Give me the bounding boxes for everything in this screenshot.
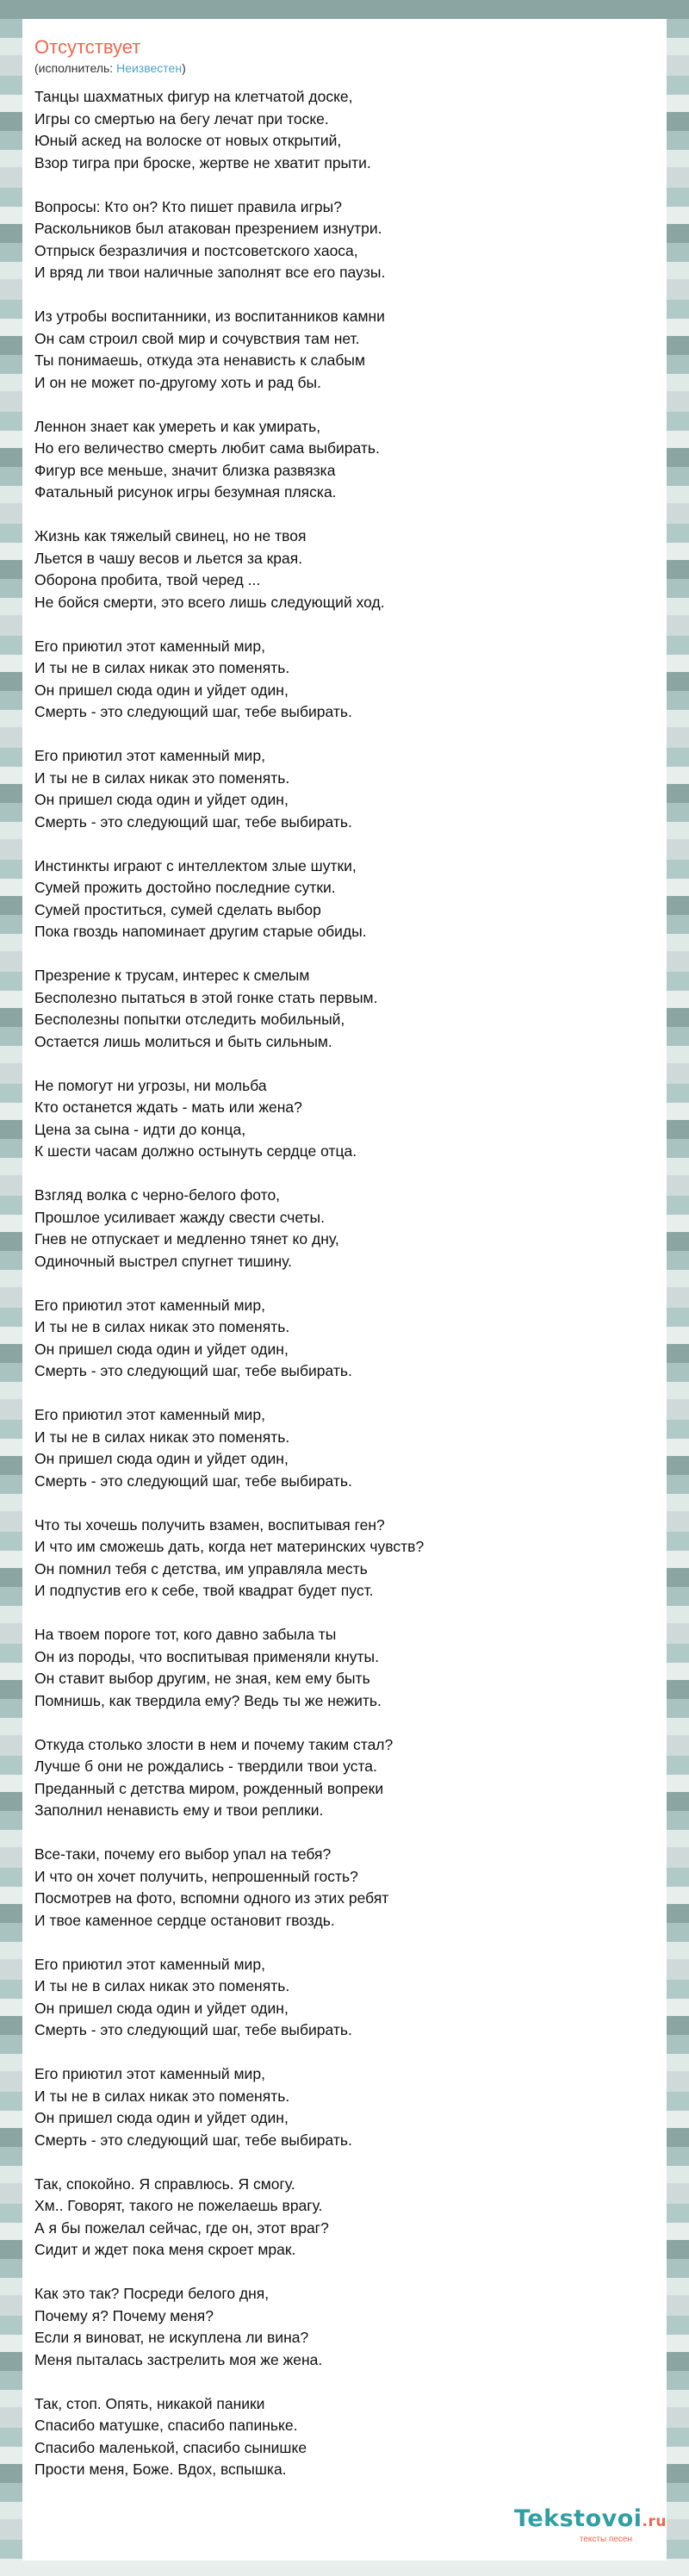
lyrics-line: Его приютил этот каменный мир, bbox=[34, 1296, 265, 1314]
lyrics-line: И твое каменное сердце остановит гвоздь. bbox=[34, 1911, 335, 1929]
lyrics-line: И ты не в силах никак это поменять. bbox=[34, 1428, 290, 1446]
lyrics-line: Бесполезны попытки отследить мобильный, bbox=[34, 1011, 345, 1028]
lyrics-line: Презрение к трусам, интерес к смелым bbox=[34, 967, 310, 984]
site-logo[interactable] bbox=[514, 2506, 667, 2545]
lyrics-stanza bbox=[34, 2174, 655, 2262]
lyrics-line: Спасибо маленькой, спасибо сынишке bbox=[34, 2438, 307, 2456]
artist-link[interactable]: Неизвестен bbox=[116, 61, 183, 75]
lyrics-line: Он пришел сюда один и уйдет один, bbox=[34, 1340, 289, 1358]
lyrics-line: Леннон знает как умереть и как умирать, bbox=[34, 417, 321, 435]
lyrics-line: Лучше б они не рождались - твердили твои уста. bbox=[34, 1758, 377, 1775]
lyrics-line: Отпрыск безразличия и постсоветского хаоса, bbox=[34, 241, 358, 259]
lyrics-line: И что он хочет получить, непрошенный гость? bbox=[34, 1867, 358, 1885]
lyrics-line: Его приютил этот каменный мир, bbox=[34, 637, 265, 655]
lyrics-stanza bbox=[34, 745, 655, 833]
song-title: Отсутствует bbox=[34, 36, 141, 58]
lyrics-line: Почему я? Почему меня? bbox=[34, 2306, 214, 2324]
lyrics-line: Смерть - это следующий шаг, тебе выбирать. bbox=[34, 703, 352, 720]
lyrics-line: Сумей прожить достойно последние сутки. bbox=[34, 879, 336, 896]
lyrics-line: Игры со смертью на бегу лечат при тоске. bbox=[34, 109, 329, 128]
lyrics-line: Помнишь, как твердила ему? Ведь ты же нежить. bbox=[34, 1691, 382, 1709]
lyrics-line: Смерть - это следующий шаг, тебе выбирать. bbox=[34, 812, 352, 831]
lyrics-line: Смерть - это следующий шаг, тебе выбирать. bbox=[34, 2131, 352, 2149]
lyrics-stanza bbox=[34, 196, 655, 284]
lyrics-stanza bbox=[34, 1404, 655, 1492]
lyrics-line: К шести часам должно остынуть сердце отца. bbox=[34, 1142, 357, 1160]
lyrics-line: Он из породы, что воспитывая применяли кнуты. bbox=[34, 1647, 379, 1665]
lyrics-line: Кто останется ждать - мать или жена? bbox=[34, 1098, 302, 1116]
lyrics-line: Он пришел сюда один и уйдет один, bbox=[34, 791, 289, 808]
lyrics-stanza bbox=[34, 2063, 655, 2151]
lyrics-stanza bbox=[34, 1185, 655, 1272]
lyrics-line: Он помнил тебя с детства, им управляла месть bbox=[34, 1559, 368, 1577]
lyrics-line: На твоем пороге тот, кого давно забыла ты bbox=[34, 1626, 337, 1643]
lyrics-line: Фатальный рисунок игры безумная пляска. bbox=[34, 483, 337, 501]
lyrics-stanza bbox=[34, 965, 655, 1053]
lyrics-line: Его приютил этот каменный мир, bbox=[34, 747, 265, 764]
lyrics-line: Взор тигра при броске, жертве не хватит прыти. bbox=[34, 153, 371, 171]
content-card bbox=[22, 19, 667, 2560]
lyrics-line: Льется в чашу весов и льется за края. bbox=[34, 549, 303, 567]
lyrics-stanza bbox=[34, 856, 655, 943]
lyrics-line: Прошлое усиливает жажду свести счеты. bbox=[34, 1208, 325, 1226]
lyrics-stanza bbox=[34, 1844, 655, 1932]
lyrics-line: Инстинкты играют с интеллектом злые шутки, bbox=[34, 856, 357, 874]
artist-prefix: (исполнитель: bbox=[34, 61, 117, 75]
lyrics-line: Из утробы воспитанники, из воспитанников камни bbox=[34, 308, 385, 325]
lyrics-stanza bbox=[34, 1075, 655, 1163]
lyrics-line: Раскольников был атакован презрением изнутри. bbox=[34, 220, 382, 237]
logo-name: Tekstovoi bbox=[514, 2505, 642, 2532]
lyrics-stanza bbox=[34, 526, 655, 613]
lyrics-line: Бесполезно пытаться в этой гонке стать первым. bbox=[34, 988, 378, 1006]
lyrics-line: Смерть - это следующий шаг, тебе выбирать. bbox=[34, 2021, 352, 2038]
lyrics-line: И ты не в силах никак это поменять. bbox=[34, 1318, 290, 1335]
lyrics-line: Смерть - это следующий шаг, тебе выбирать. bbox=[34, 1362, 352, 1379]
lyrics-line: Юный аскед на волоске от новых открытий, bbox=[34, 132, 342, 149]
lyrics-stanza bbox=[34, 2283, 655, 2371]
lyrics-line: Сидит и ждет пока меня скроет мрак. bbox=[34, 2241, 296, 2258]
lyrics-line: Одиночный выстрел спугнет тишину. bbox=[34, 1252, 293, 1270]
lyrics-line: А я бы пожелал сейчас, где он, этот враг? bbox=[34, 2218, 329, 2237]
lyrics-line: Оборона пробита, твой черед ... bbox=[34, 571, 261, 588]
artist-suffix: ) bbox=[182, 61, 186, 75]
lyrics-stanza bbox=[34, 416, 655, 504]
lyrics-line: И вряд ли твои наличные заполнят все его паузы. bbox=[34, 264, 386, 281]
lyrics-line: Смерть - это следующий шаг, тебе выбирать. bbox=[34, 1472, 352, 1490]
lyrics-line: Вопросы: Кто он? Кто пишет правила игры? bbox=[34, 197, 342, 215]
lyrics-line: Он сам строил свой мир и сочувствия там нет. bbox=[34, 329, 360, 347]
lyrics-line: Взгляд волка с черно-белого фото, bbox=[34, 1186, 281, 1204]
lyrics-line: Что ты хочешь получить взамен, воспитывая ген? bbox=[34, 1515, 385, 1534]
lyrics-line: И ты не в силах никак это поменять. bbox=[34, 2087, 290, 2105]
lyrics-line: Спасибо матушке, спасибо папиньке. bbox=[34, 2417, 298, 2434]
lyrics-stanza bbox=[34, 2393, 655, 2481]
lyrics-stanza bbox=[34, 1515, 655, 1602]
lyrics-line: Если я виноват, не искуплена ли вина? bbox=[34, 2329, 309, 2346]
lyrics-line: Пока гвоздь напоминает другим старые обиды. bbox=[34, 923, 367, 940]
lyrics-line: Его приютил этот каменный мир, bbox=[34, 1955, 265, 1973]
lyrics-line: И ты не в силах никак это поменять. bbox=[34, 1977, 290, 1994]
lyrics-line: Преданный с детства миром, рожденный вопреки bbox=[34, 1779, 384, 1797]
lyrics-line: Он пришел сюда один и уйдет один, bbox=[34, 1450, 289, 1467]
lyrics-line: Но его величество смерть любит сама выбирать. bbox=[34, 439, 380, 457]
lyrics-line: Как это так? Посреди белого дня, bbox=[34, 2285, 270, 2302]
lyrics-line: Он ставит выбор другим, не зная, кем ему быть bbox=[34, 1670, 370, 1687]
lyrics-line: Заполнил ненависть ему и твои реплики. bbox=[34, 1801, 324, 1819]
lyrics-line: И подпустив его к себе, твой квадрат будет пуст. bbox=[34, 1582, 374, 1599]
lyrics-line: Хм.. Говорят, такого не пожелаешь врагу. bbox=[34, 2197, 323, 2214]
lyrics-stanza bbox=[34, 306, 655, 394]
lyrics-line: Не помогут ни угрозы, ни мольба bbox=[34, 1076, 267, 1094]
lyrics-line: Откуда столько злости в нем и почему таким стал? bbox=[34, 1735, 394, 1753]
lyrics-line: И что им сможешь дать, когда нет материнских чувств? bbox=[34, 1538, 425, 1555]
lyrics-stanza bbox=[34, 86, 655, 174]
lyrics-line: Фигур все меньше, значит близка развязка bbox=[34, 461, 336, 479]
lyrics-line: Он пришел сюда один и уйдет один, bbox=[34, 1999, 289, 2017]
logo-tagline: тексты песен bbox=[579, 2535, 632, 2544]
lyrics-stanza bbox=[34, 1295, 655, 1383]
lyrics-line: Гнев не отпускает и медленно тянет ко дну, bbox=[34, 1230, 339, 1248]
lyrics-line: Прости меня, Боже. Вдох, вспышка. bbox=[34, 2461, 287, 2478]
lyrics-line: И ты не в силах никак это поменять. bbox=[34, 659, 290, 676]
lyrics-line: Не бойся смерти, это всего лишь следующий ход. bbox=[34, 593, 385, 611]
logo-suffix: .ru bbox=[642, 2513, 667, 2530]
lyrics-line: Так, спокойно. Я справлюсь. Я смогу. bbox=[34, 2175, 295, 2193]
lyrics-line: Посмотрев на фото, вспомни одного из этих ребят bbox=[34, 1889, 389, 1907]
lyrics-line: Так, стоп. Опять, никакой паники bbox=[34, 2394, 265, 2412]
lyrics-line: Ты понимаешь, откуда эта ненависть к слабым bbox=[34, 352, 365, 369]
lyrics-line: И он не может по-другому хоть и рад бы. bbox=[34, 373, 321, 391]
lyrics-line: Он пришел сюда один и уйдет один, bbox=[34, 681, 289, 699]
lyrics-stanza bbox=[34, 1624, 655, 1712]
lyrics-line: Остается лишь молиться и быть сильным. bbox=[34, 1032, 332, 1050]
logo-wordmark bbox=[514, 2506, 667, 2535]
lyrics-line: Меня пыталась застрелить моя же жена. bbox=[34, 2350, 323, 2368]
lyrics-body bbox=[34, 86, 655, 2481]
lyrics-stanza bbox=[34, 636, 655, 724]
lyrics-line: Сумей проститься, сумей сделать выбор bbox=[34, 900, 321, 918]
lyrics-line: Все-таки, почему его выбор упал на тебя? bbox=[34, 1845, 332, 1863]
lyrics-line: Его приютил этот каменный мир, bbox=[34, 1406, 265, 1423]
lyrics-line: Танцы шахматных фигур на клетчатой доске, bbox=[34, 88, 353, 105]
lyrics-line: Его приютил этот каменный мир, bbox=[34, 2065, 265, 2082]
lyrics-line: Он пришел сюда один и уйдет один, bbox=[34, 2109, 289, 2126]
lyrics-line: Цена за сына - идти до конца, bbox=[34, 1120, 246, 1138]
lyrics-stanza bbox=[34, 1954, 655, 2042]
artist-line bbox=[34, 60, 655, 76]
lyrics-line: Жизнь как тяжелый свинец, но не твоя bbox=[34, 527, 307, 544]
lyrics-stanza bbox=[34, 1734, 655, 1822]
lyrics-line: И ты не в силах никак это поменять. bbox=[34, 768, 290, 787]
